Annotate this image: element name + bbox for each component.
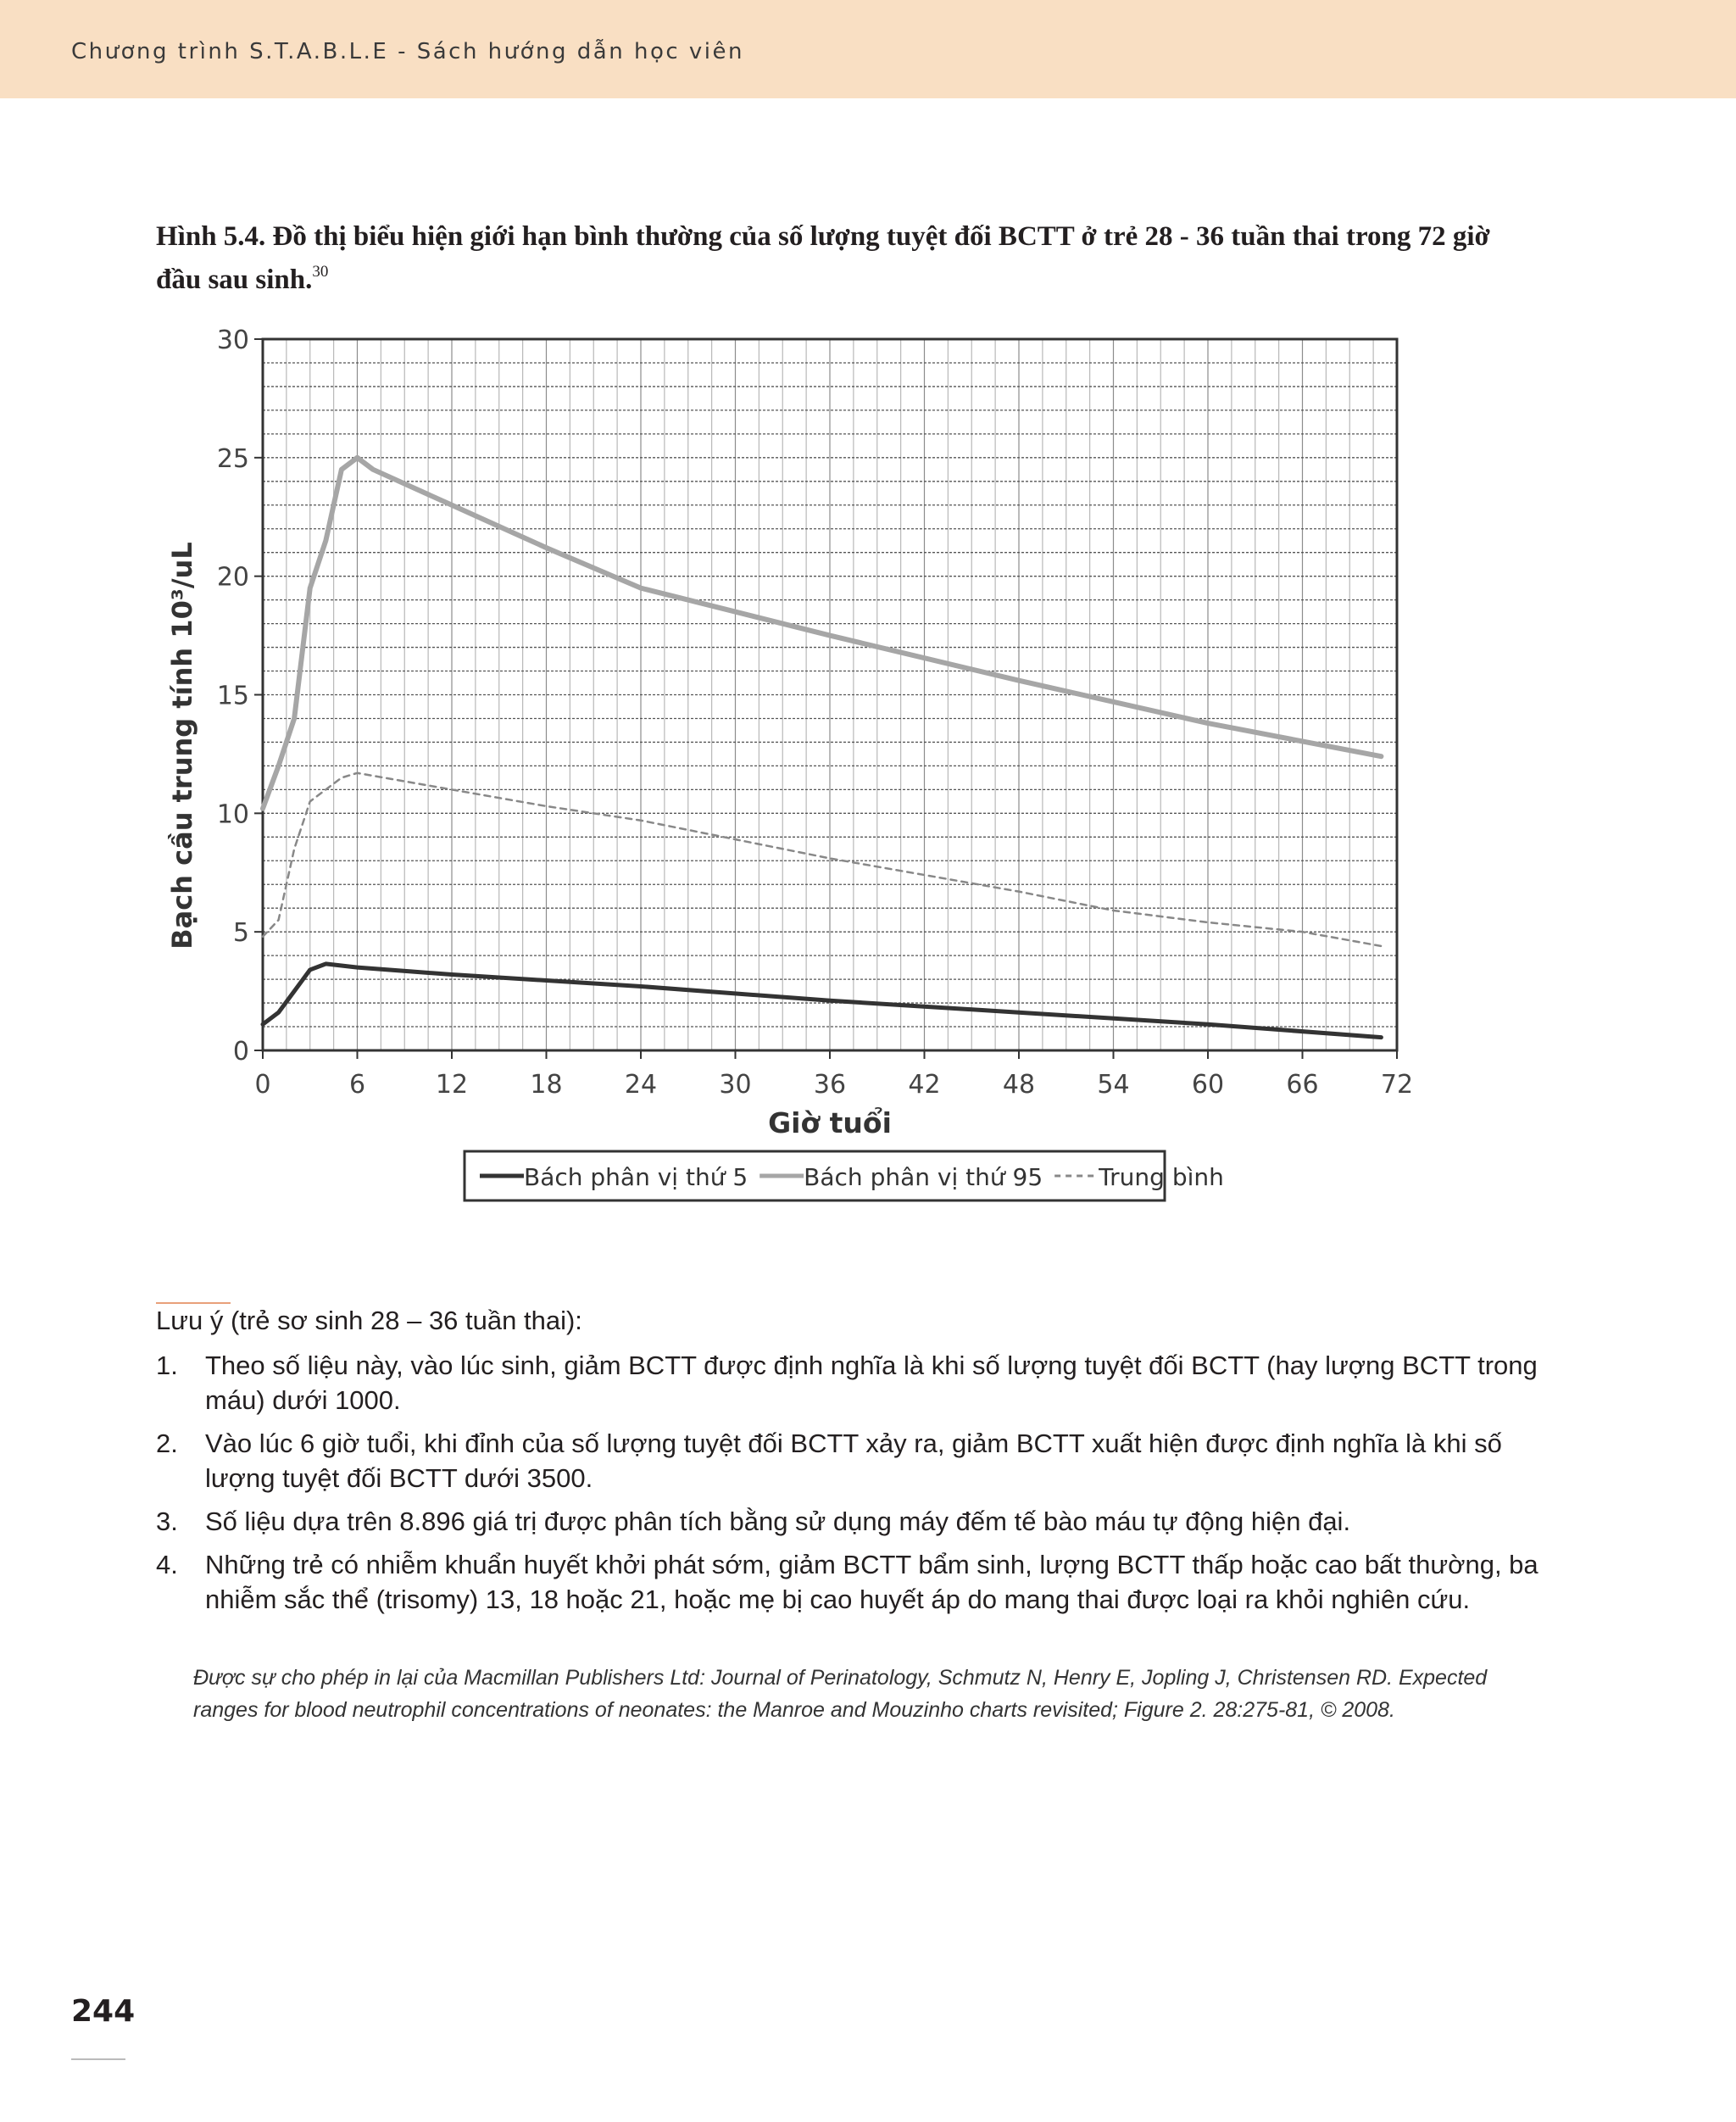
x-tick-label: 24: [624, 1070, 658, 1100]
y-tick-label: 0: [232, 1037, 249, 1067]
x-tick-label: 36: [813, 1070, 847, 1100]
x-tick-label: 30: [719, 1070, 752, 1100]
x-tick-label: 54: [1097, 1070, 1130, 1100]
y-tick-label: 25: [216, 443, 249, 474]
note-item: [156, 1348, 1546, 1417]
y-tick-label: 15: [216, 681, 249, 711]
x-tick-label: 66: [1286, 1070, 1319, 1100]
page-number: 244: [71, 1994, 136, 2029]
note-number: 2.: [156, 1429, 178, 1458]
chart-grid: [263, 339, 1397, 1050]
legend-label: Bách phân vị thứ 95: [804, 1163, 1043, 1191]
note-text: Những trẻ có nhiễm khuẩn huyết khởi phát sớm, giảm BCTT bẩm sinh, lượng BCTT thấp hoặc cao bất thường, ba nhiễm sắc thể (trisomy) 13, 18 hoặc 21, hoặc mẹ bị cao huyết áp do mang thai được loại ra khỏi nghiên cứu.: [205, 1550, 1538, 1614]
x-tick-label: 6: [348, 1070, 366, 1100]
header-title: Chương trình S.T.A.B.L.E - Sách hướng dẫn học viên: [71, 39, 745, 64]
notes-title: Lưu ý (trẻ sơ sinh 28 – 36 tuần thai):: [156, 1306, 582, 1335]
note-text: Theo số liệu này, vào lúc sinh, giảm BCTT được định nghĩa là khi số lượng tuyệt đối BCTT (hay lượng BCTT trong máu) dưới 1000.: [205, 1351, 1538, 1415]
legend-label: Trung bình: [1099, 1163, 1224, 1191]
y-tick-label: 10: [216, 799, 249, 830]
note-number: 1.: [156, 1351, 178, 1380]
note-item: [156, 1547, 1546, 1617]
y-tick-label: 20: [216, 562, 249, 593]
note-number: 4.: [156, 1550, 178, 1579]
x-tick-label: 0: [254, 1070, 271, 1100]
x-tick-label: 18: [530, 1070, 563, 1100]
chart-ticks: [217, 326, 1413, 1100]
x-tick-label: 60: [1191, 1070, 1225, 1100]
x-tick-label: 42: [908, 1070, 941, 1100]
series-line: [263, 773, 1381, 946]
series-line: [263, 458, 1381, 809]
chart-series: [263, 458, 1381, 1038]
figure-caption-text: Hình 5.4. Đồ thị biểu hiện giới hạn bình thường của số lượng tuyệt đối BCTT ở trẻ 28 - 36 tuần thai trong 72 giờ đầu sau sinh.: [156, 221, 1490, 295]
note-text: Vào lúc 6 giờ tuổi, khi đỉnh của số lượng tuyệt đối BCTT xảy ra, giảm BCTT xuất hiện được định nghĩa là khi số lượng tuyệt đối BCTT dưới 3500.: [205, 1429, 1502, 1493]
x-tick-label: 72: [1380, 1070, 1414, 1100]
x-axis-label: Giờ tuổi: [768, 1106, 892, 1139]
notes-list: [156, 1348, 1546, 1625]
permission-credit: Được sự cho phép in lại của Macmillan Publishers Ltd: Journal of Perinatology, Schmutz N, Henry E, Jopling J, Christensen RD. Expected ranges for blood neutrophil concentrations of neonates: the Manroe and Mouzinho charts revisited; Figure 2. 28:275-81, © 2008.: [193, 1666, 1488, 1722]
y-axis-label: Bạch cầu trung tính 10³/uL: [166, 542, 198, 950]
page-number-rule: [71, 2058, 125, 2060]
notes-divider: [156, 1302, 231, 1304]
y-tick-label: 30: [216, 326, 249, 355]
note-item: [156, 1426, 1546, 1495]
note-item: [156, 1504, 1546, 1539]
figure-caption-reference: 30: [312, 263, 329, 281]
x-tick-label: 48: [1002, 1070, 1036, 1100]
y-tick-label: 5: [232, 918, 249, 949]
note-text: Số liệu dựa trên 8.896 giá trị được phân tích bằng sử dụng máy đếm tế bào máu tự động hiện đại.: [205, 1507, 1351, 1536]
legend-label: Bách phân vị thứ 5: [524, 1163, 748, 1191]
x-tick-label: 12: [435, 1070, 469, 1100]
chart-legend: [465, 1151, 1224, 1200]
note-number: 3.: [156, 1507, 178, 1536]
